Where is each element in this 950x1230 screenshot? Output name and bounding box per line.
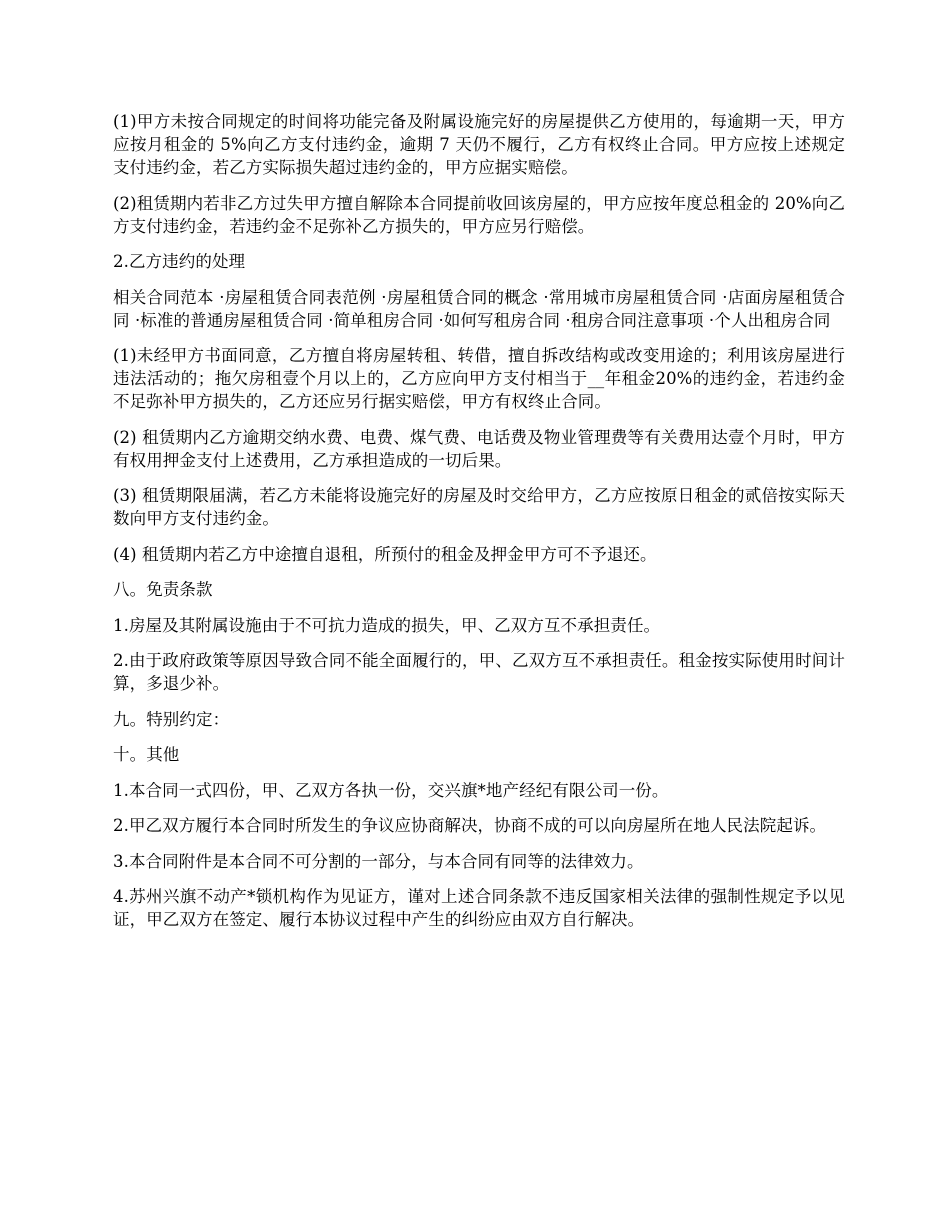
section-heading-exemption: 八。免责条款 bbox=[113, 580, 213, 599]
paragraph-landlord-delay: (1)甲方未按合同规定的时间将功能完备及附属设施完好的房屋提供乙方使用的，每逾期一天，甲方应按月租金的 5%向乙方支付违约金，逾期 7 天仍不履行，乙方有权终止合同。甲方应按上述规定支付违约金，若乙方实际损失超过违约金的，甲方应据实赔偿。 bbox=[113, 112, 845, 177]
paragraph-policy-change: 2.由于政府政策等原因导致合同不能全面履行的，甲、乙双方互不承担责任。租金按实际使用时间计算，多退少补。 bbox=[113, 651, 845, 693]
paragraph-attachments: 3.本合同附件是本合同不可分割的一部分，与本合同有同等的法律效力。 bbox=[113, 851, 644, 871]
paragraph-witness: 4.苏州兴旗不动产*锁机构作为见证方，谨对上述合同条款不违反国家相关法律的强制性规定予以见证，甲乙双方在签定、履行本协议过程中产生的纠纷应由双方自行解决。 bbox=[113, 887, 845, 929]
paragraph-landlord-early-termination: (2)租赁期内若非乙方过失甲方擅自解除本合同提前收回该房屋的，甲方应按年度总租金的 20%向乙方支付违约金，若违约金不足弥补乙方损失的，甲方应另行赔偿。 bbox=[113, 193, 845, 236]
document-body bbox=[113, 110, 845, 944]
paragraph-copies: 1.本合同一式四份，甲、乙双方各执一份，交兴旗*地产经纪有限公司一份。 bbox=[113, 780, 669, 800]
paragraph-disputes: 2.甲乙双方履行本合同时所发生的争议应协商解决，协商不成的可以向房屋所在地人民法院起诉。 bbox=[113, 816, 827, 835]
section-heading-other: 十。其他 bbox=[113, 745, 180, 764]
paragraph-tenant-early-exit: (4) 租赁期内若乙方中途擅自退租，所预付的租金及押金甲方可不予退还。 bbox=[113, 544, 657, 564]
paragraph-force-majeure: 1.房屋及其附属设施由于不可抗力造成的损失，甲、乙双方互不承担责任。 bbox=[113, 615, 661, 635]
paragraph-related-templates: 相关合同范本 ·房屋租赁合同表范例 ·房屋租赁合同的概念 ·常用城市房屋租赁合同 ·店面房屋租赁合同 ·标准的普通房屋租赁合同 ·简单租房合同 ·如何写租房合同 ·租房合同注意事项 ·个人出租房合同 bbox=[113, 287, 845, 330]
section-heading-tenant-breach: 2.乙方违约的处理 bbox=[113, 252, 246, 271]
section-heading-special-terms: 九。特别约定： bbox=[113, 709, 230, 729]
paragraph-tenant-overdue-fees: (2) 租赁期内乙方逾期交纳水费、电费、煤气费、电话费及物业管理费等有关费用达壹个月时，甲方有权用押金支付上述费用，乙方承担造成的一切后果。 bbox=[113, 427, 845, 470]
paragraph-tenant-sublet: (1)未经甲方书面同意，乙方擅自将房屋转租、转借，擅自拆改结构或改变用途的；利用该房屋进行违法活动的；拖欠房租壹个月以上的，乙方应向甲方支付相当于__年租金20%的违约金，若违约金不足弥补甲方损失的，乙方还应另行据实赔偿，甲方有权终止合同。 bbox=[113, 346, 845, 411]
paragraph-tenant-late-return: (3) 租赁期限届满，若乙方未能将设施完好的房屋及时交给甲方，乙方应按原日租金的贰倍按实际天数向甲方支付违约金。 bbox=[113, 486, 845, 528]
